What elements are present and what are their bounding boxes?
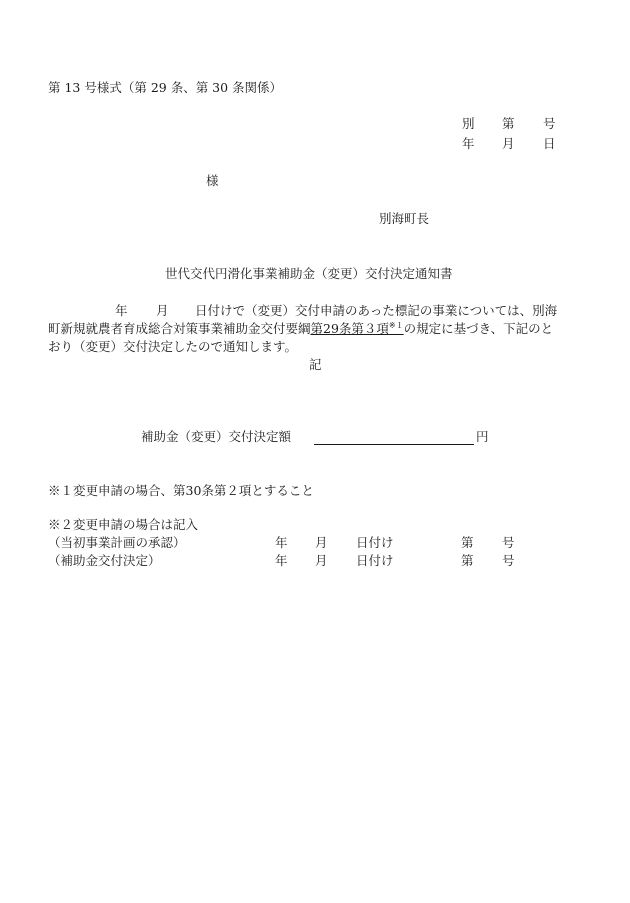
schedule-no: 第 xyxy=(461,553,474,568)
schedule-dated: 日付け xyxy=(356,535,394,550)
note-1: ※１変更申請の場合、第30条第２項とすること xyxy=(48,483,314,498)
schedule-no: 第 xyxy=(461,535,474,550)
date-year: 年 xyxy=(462,136,475,151)
regulation-reference xyxy=(311,321,404,336)
reference-go: 号 xyxy=(543,116,556,131)
note-2: ※２変更申請の場合は記入 xyxy=(48,517,199,532)
date-day: 日 xyxy=(543,136,556,151)
body-year: 年 xyxy=(115,303,128,318)
body-paragraph xyxy=(48,302,557,356)
schedule-label: （当初事業計画の承認） xyxy=(48,535,186,550)
recipient-honorific: 様 xyxy=(206,173,219,188)
form-title: 第 13 号様式（第 29 条、第 30 条関係） xyxy=(48,80,283,95)
schedule-dated: 日付け xyxy=(356,553,394,568)
body-line-1-rest: 日付けで（変更）交付申請のあった標記の事業については、別海 xyxy=(195,303,558,318)
amount-blank-line xyxy=(314,429,474,445)
schedule-year: 年 xyxy=(275,535,288,550)
body-line-2-post: の規定に基づき、下記のと xyxy=(403,321,554,336)
schedule-month: 月 xyxy=(315,535,328,550)
note-marker: ※１ xyxy=(388,320,404,330)
body-line-1 xyxy=(48,302,557,320)
issuer-name: 別海町長 xyxy=(379,211,430,226)
date-month: 月 xyxy=(502,136,515,151)
schedule-go: 号 xyxy=(502,553,515,568)
schedule-year: 年 xyxy=(275,553,288,568)
amount-label: 補助金（変更）交付決定額 xyxy=(141,429,292,444)
document-title: 世代交代円滑化事業補助金（変更）交付決定通知書 xyxy=(165,266,453,281)
regulation-article: 第29条第３項 xyxy=(310,321,389,336)
body-line-3: おり（変更）交付決定したので通知します。 xyxy=(48,339,298,354)
body-month: 月 xyxy=(156,303,169,318)
schedule-month: 月 xyxy=(315,553,328,568)
schedule-go: 号 xyxy=(502,535,515,550)
schedule-label: （補助金交付決定） xyxy=(48,553,161,568)
ki-heading: 記 xyxy=(309,357,322,372)
body-line-2-pre: 町新規就農者育成総合対策事業補助金交付要綱 xyxy=(48,321,311,336)
body-line-2 xyxy=(48,320,557,338)
reference-betsu: 別 xyxy=(462,116,475,131)
amount-unit: 円 xyxy=(476,429,489,444)
reference-dai: 第 xyxy=(502,116,515,131)
